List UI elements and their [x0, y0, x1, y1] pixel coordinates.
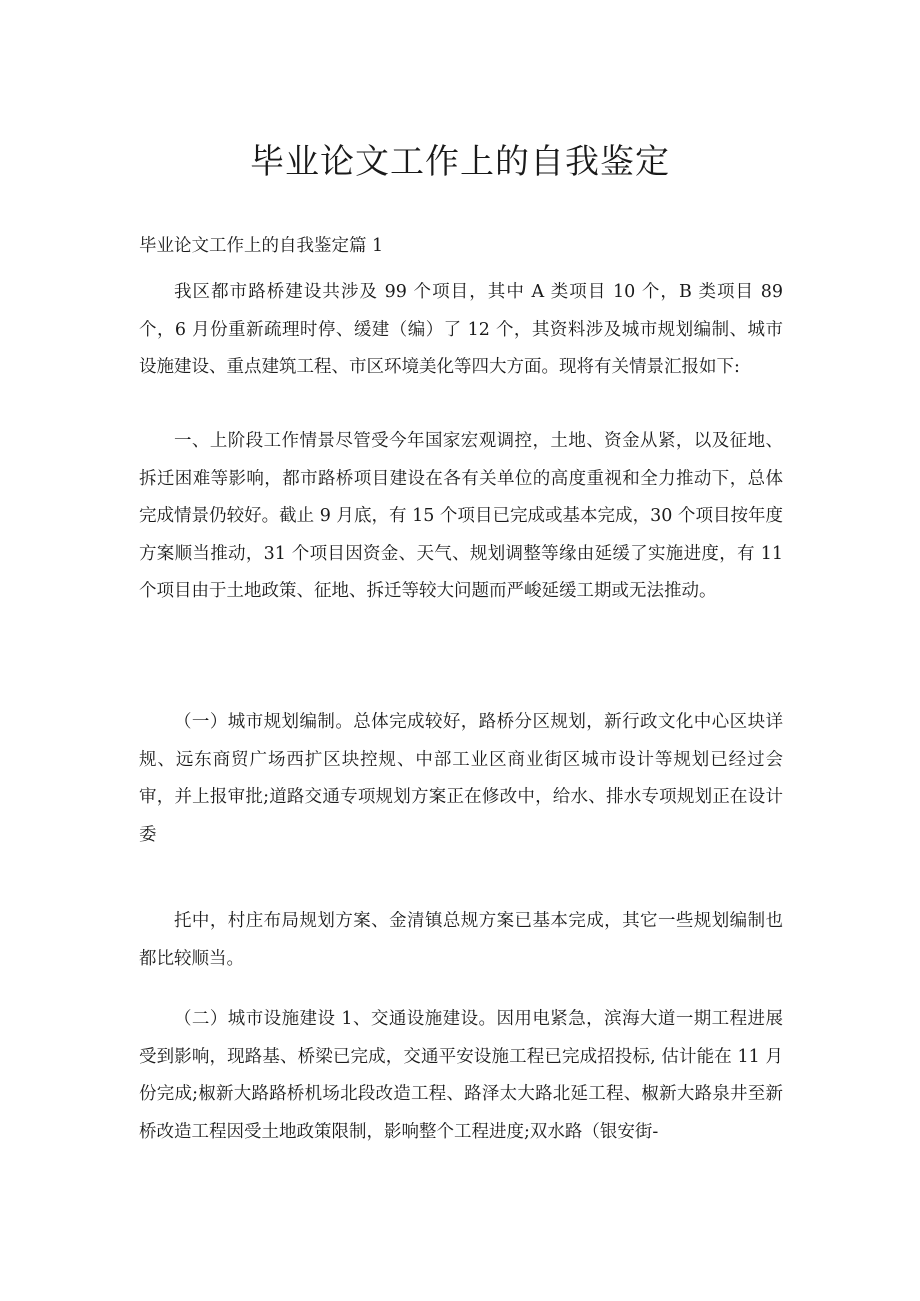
document-subtitle: 毕业论文工作上的自我鉴定篇 1: [139, 236, 384, 256]
paragraph-section-1: 一、上阶段工作情景尽管受今年国家宏观调控，土地、资金从紧，以及征地、拆迁困难等影响，都市路桥项目建设在各有关单位的高度重视和全力推动下，总体完成情景仍较好。截止 9 月底，有 15 个项目已完成或基本完成，30 个项目按年度方案顺当推动，31 个项目因资金、天气、规划调整等缘由延缓了实施进度，有 11 个项目由于土地政策、征地、拆迁等较大问题而严峻延缓工期或无法推动。: [139, 431, 783, 601]
paragraph-urban-planning: （一）城市规划编制。总体完成较好，路桥分区规划，新行政文化中心区块详规、远东商贸广场西扩区块控规、中部工业区商业街区城市设计等规划已经过会审，并上报审批;道路交通专项规划方案正在修改中，给水、排水专项规划正在设计委: [139, 712, 783, 845]
paragraph-overview: 我区都市路桥建设共涉及 99 个项目，其中 A 类项目 10 个，B 类项目 89 个，6 月份重新疏理时停、缓建（编）了 12 个，其资料涉及城市规划编制、城市设施建设、重点建筑工程、市区环境美化等四大方面。现将有关情景汇报如下:: [139, 282, 783, 377]
paragraph-planning-continued: 托中，村庄布局规划方案、金清镇总规方案已基本完成，其它一些规划编制也都比较顺当。: [139, 911, 783, 969]
document-title: 毕业论文工作上的自我鉴定: [250, 142, 670, 182]
paragraph-infrastructure: （二）城市设施建设 1、交通设施建设。因用电紧急，滨海大道一期工程进展受到影响，现路基、桥梁已完成，交通平安设施工程已完成招投标, 估计能在 11 月份完成;椒新大路路桥机场北段改造工程、路泽太大路北延工程、椒新大路泉井至新桥改造工程因受土地政策限制，影响整个工程进度;双水路（银安街-: [139, 1009, 783, 1142]
